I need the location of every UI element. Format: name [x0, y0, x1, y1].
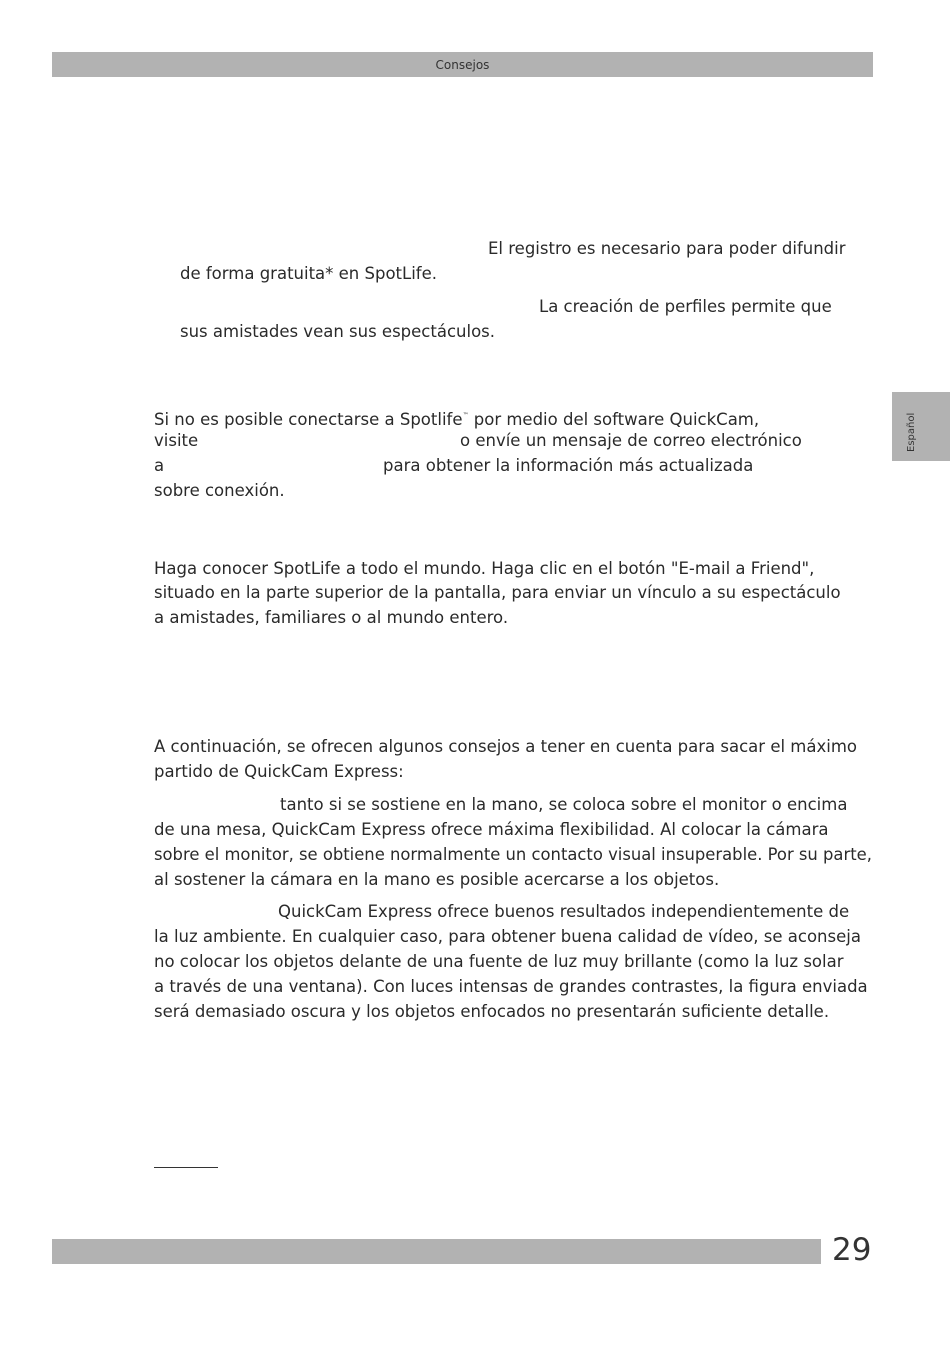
text-line: [154, 404, 759, 432]
text-line: sobre el monitor, se obtiene normalmente un contacto visual insuperable. Por su parte,: [154, 845, 872, 864]
text-line: A continuación, se ofrecen algunos consejos a tener en cuenta para sacar el máximo: [154, 737, 857, 756]
text-line: no colocar los objetos delante de una fuente de luz muy brillante (como la luz solar: [154, 952, 844, 971]
text-line: al sostener la cámara en la mano es posible acercarse a los objetos.: [154, 870, 720, 889]
side-tab-label: Español: [906, 412, 917, 452]
text-line: situado en la parte superior de la pantalla, para enviar un vínculo a su espectáculo: [154, 583, 841, 602]
text-line: de una mesa, QuickCam Express ofrece máxima flexibilidad. Al colocar la cámara: [154, 820, 829, 839]
text-line: o envíe un mensaje de correo electrónico: [460, 431, 802, 450]
side-tab: [892, 392, 950, 461]
header-bar: [52, 52, 873, 77]
text-line: sobre conexión.: [154, 481, 285, 500]
text-line: El registro es necesario para poder difundir: [488, 239, 846, 258]
text-fragment: por medio del software QuickCam,: [468, 410, 760, 429]
footnote-rule: [154, 1167, 218, 1168]
text-line: a: [154, 456, 165, 475]
text-line: visite: [154, 431, 199, 450]
text-line: a amistades, familiares o al mundo entero.: [154, 608, 509, 627]
header-title: Consejos: [435, 57, 490, 72]
text-line: de forma gratuita* en SpotLife.: [180, 264, 437, 283]
footer-bar: [52, 1239, 821, 1264]
text-line: a través de una ventana). Con luces intensas de grandes contrastes, la figura enviada: [154, 977, 868, 996]
text-line: la luz ambiente. En cualquier caso, para obtener buena calidad de vídeo, se aconseja: [154, 927, 861, 946]
text-line: sus amistades vean sus espectáculos.: [180, 322, 496, 341]
text-line: QuickCam Express ofrece buenos resultados independientemente de: [278, 902, 850, 921]
text-line: para obtener la información más actualizada: [383, 456, 754, 475]
text-fragment: Si no es posible conectarse a Spotlife: [154, 410, 463, 429]
page-number: 29: [832, 1232, 872, 1268]
text-line: Haga conocer SpotLife a todo el mundo. Haga clic en el botón "E-mail a Friend",: [154, 559, 815, 578]
text-line: será demasiado oscura y los objetos enfocados no presentarán suficiente detalle.: [154, 1002, 830, 1021]
text-line: tanto si se sostiene en la mano, se coloca sobre el monitor o encima: [280, 795, 848, 814]
trademark-mark: ™: [462, 412, 469, 419]
text-line: La creación de perfiles permite que: [539, 297, 832, 316]
text-line: partido de QuickCam Express:: [154, 762, 404, 781]
